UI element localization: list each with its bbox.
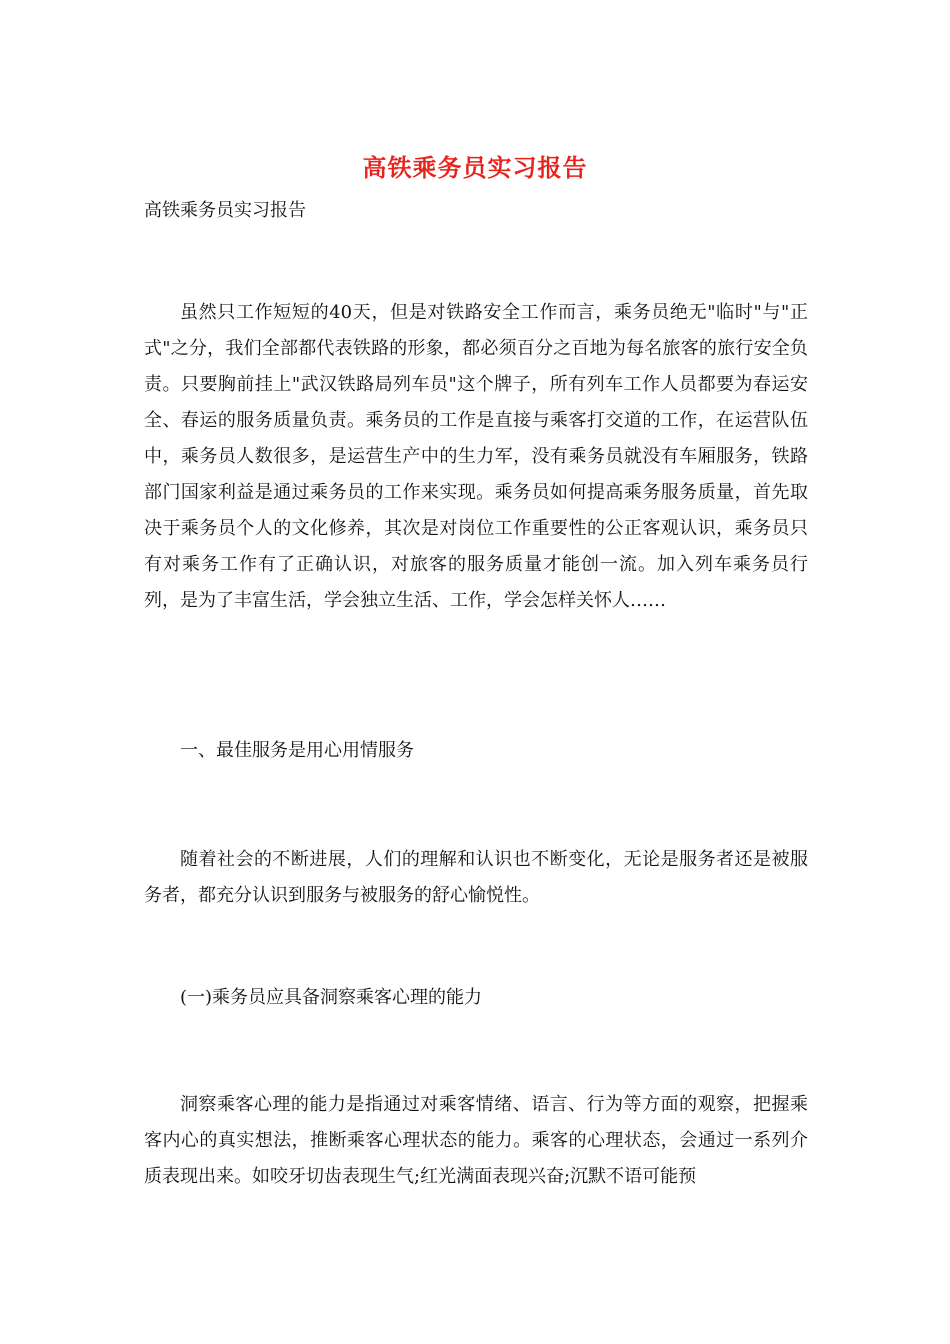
section-heading-1: 一、最佳服务是用心用情服务 xyxy=(180,740,414,761)
document-subtitle: 高铁乘务员实习报告 xyxy=(144,200,306,221)
section-heading-2: (一)乘务员应具备洞察乘客心理的能力 xyxy=(180,987,483,1008)
body-paragraph-2: 随着社会的不断进展，人们的理解和认识也不断变化，无论是服务者还是被服务者，都充分认识到服务与被服务的舒心愉悦性。 xyxy=(144,849,808,906)
document-title: 高铁乘务员实习报告 xyxy=(362,153,588,182)
body-paragraph-1: 虽然只工作短短的40天，但是对铁路安全工作而言，乘务员绝无"临时"与"正式"之分，我们全部都代表铁路的形象，都必须百分之百地为每名旅客的旅行安全负责。只要胸前挂上"武汉铁路局列车员"这个牌子，所有列车工作人员都要为春运安全、春运的服务质量负责。乘务员的工作是直接与乘客打交道的工作，在运营队伍中，乘务员人数很多，是运营生产中的生力军，没有乘务员就没有车厢服务，铁路部门国家利益是通过乘务员的工作来实现。乘务员如何提高乘务服务质量，首先取决于乘务员个人的文化修养，其次是对岗位工作重要性的公正客观认识，乘务员只有对乘务工作有了正确认识，对旅客的服务质量才能创一流。加入列车乘务员行列，是为了丰富生活，学会独立生活、工作，学会怎样关怀人…… xyxy=(144,302,808,611)
body-paragraph-3: 洞察乘客心理的能力是指通过对乘客情绪、语言、行为等方面的观察，把握乘客内心的真实想法，推断乘客心理状态的能力。乘客的心理状态，会通过一系列介质表现出来。如咬牙切齿表现生气;红光满面表现兴奋;沉默不语可能预 xyxy=(144,1094,808,1187)
